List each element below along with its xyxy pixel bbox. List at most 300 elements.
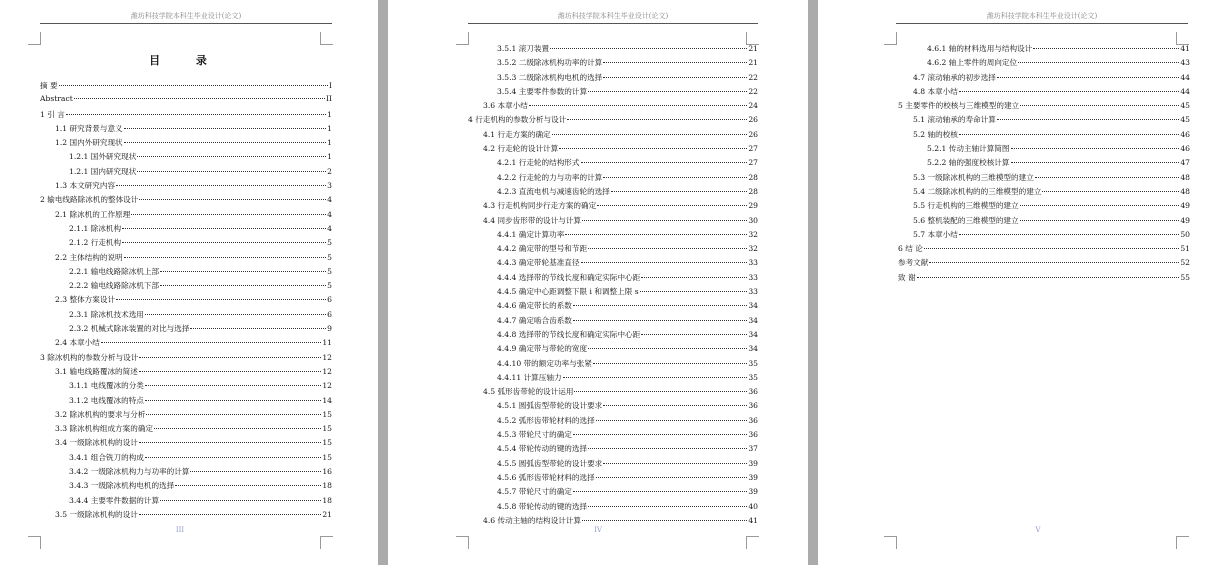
toc-leader-dots xyxy=(573,305,747,306)
toc-entry-page-number: 46 xyxy=(1180,144,1190,154)
toc-entry-page-number: 21 xyxy=(748,58,758,68)
toc-entry[interactable] xyxy=(898,157,1190,171)
toc-leader-dots xyxy=(1020,205,1180,206)
toc-entry-page-number: 34 xyxy=(748,344,758,354)
toc-entry[interactable] xyxy=(40,366,332,380)
toc-entry-page-number: 9 xyxy=(327,324,332,334)
toc-entry[interactable] xyxy=(898,114,1190,128)
toc-entry-title: 5.5 行走机构的三维模型的建立 xyxy=(913,201,1019,211)
toc-entry-title: 3.4 一级除冰机构的设计 xyxy=(55,438,138,448)
toc-leader-dots xyxy=(611,191,747,192)
toc-entry-title: 5.6 整机装配的三维模型的建立 xyxy=(913,215,1019,225)
toc-entry-title: 3.1 输电线路覆冰的简述 xyxy=(55,366,138,376)
toc-leader-dots xyxy=(137,171,326,172)
toc-entry-title: 4.5.4 带轮传动的键的选择 xyxy=(497,444,588,454)
toc-leader-dots xyxy=(641,277,747,278)
toc-entry-page-number: 4 xyxy=(327,209,332,219)
toc-entry[interactable] xyxy=(468,186,758,200)
toc-entry-title: 2.2.1 输电线路除冰机上部 xyxy=(69,266,160,276)
toc-entry-page-number: 45 xyxy=(1180,101,1190,111)
toc-entry-title: 4.3 行走机构同步行走方案的确定 xyxy=(483,201,597,211)
toc-entry-title: 5.1 滚动轴承的寿命计算 xyxy=(913,115,996,125)
toc-entry-page-number: 35 xyxy=(748,358,758,368)
toc-entry-page-number: 33 xyxy=(748,272,758,282)
crop-mark xyxy=(746,536,759,549)
toc-entry[interactable] xyxy=(40,237,332,251)
toc-entry[interactable] xyxy=(40,495,332,509)
toc-entry-page-number: 27 xyxy=(748,158,758,168)
toc-entry-title: 4.4.7 确定啮合齿系数 xyxy=(497,315,572,325)
toc-entry[interactable] xyxy=(40,294,332,308)
toc-entry-title: 4 行走机构的参数分析与设计 xyxy=(468,115,567,125)
toc-entry[interactable] xyxy=(898,272,1190,286)
toc-entry-page-number: 5 xyxy=(327,238,332,248)
toc-entry[interactable] xyxy=(468,329,758,343)
toc-leader-dots xyxy=(997,119,1179,120)
toc-leader-dots xyxy=(997,77,1179,78)
toc-leader-dots xyxy=(145,400,321,401)
toc-leader-dots xyxy=(924,248,1179,249)
toc-entry-page-number: 44 xyxy=(1180,86,1190,96)
toc-entry-title: 3.4.1 组合铣刀的构成 xyxy=(69,452,144,462)
toc-entry[interactable] xyxy=(898,229,1190,243)
toc-leader-dots xyxy=(74,98,325,99)
toc-list xyxy=(468,43,758,529)
toc-leader-dots xyxy=(145,385,321,386)
toc-leader-dots xyxy=(139,514,321,515)
toc-leader-dots xyxy=(160,500,321,501)
toc-entry-page-number: 40 xyxy=(748,501,758,511)
toc-leader-dots xyxy=(1035,177,1180,178)
toc-leader-dots xyxy=(131,214,326,215)
toc-entry-page-number: 5 xyxy=(327,252,332,262)
toc-entry-page-number: 46 xyxy=(1180,129,1190,139)
toc-entry[interactable] xyxy=(468,343,758,357)
toc-leader-dots xyxy=(1033,48,1179,49)
toc-entry-page-number: 48 xyxy=(1180,172,1190,182)
toc-list xyxy=(898,43,1190,286)
toc-entry-title: 4.5.1 圆弧齿型带轮的设计要求 xyxy=(497,401,603,411)
toc-entry-title: 4.5 弧形齿带轮的设计运用 xyxy=(483,387,574,397)
toc-entry-title: 3.4.3 一级除冰机构电机的选择 xyxy=(69,481,175,491)
toc-entry[interactable] xyxy=(40,223,332,237)
toc-entry[interactable] xyxy=(40,123,332,137)
crop-mark xyxy=(320,536,333,549)
page-header: 潍坊科技学院本科生毕业设计(论文) xyxy=(468,11,758,24)
toc-entry[interactable] xyxy=(468,215,758,229)
toc-entry-title: 1.2 国内外研究现状 xyxy=(55,138,123,148)
toc-entry[interactable] xyxy=(468,200,758,214)
document-page-2 xyxy=(388,0,808,565)
toc-leader-dots xyxy=(122,242,326,243)
toc-entry-page-number: 44 xyxy=(1180,72,1190,82)
toc-leader-dots xyxy=(175,485,321,486)
toc-entry-title: 3 除冰机构的参数分析与设计 xyxy=(40,352,139,362)
toc-leader-dots xyxy=(959,91,1179,92)
toc-entry-title: 3.3 除冰机构组成方案的确定 xyxy=(55,424,154,434)
toc-leader-dots xyxy=(66,114,326,115)
toc-entry-title: 5.2.1 传动主轴计算简图 xyxy=(927,144,1010,154)
toc-entry-title: 5.7 本章小结 xyxy=(913,229,958,239)
toc-leader-dots xyxy=(588,248,747,249)
toc-leader-dots xyxy=(640,291,748,292)
toc-entry[interactable] xyxy=(40,337,332,351)
toc-leader-dots xyxy=(582,220,747,221)
toc-entry-title: 4.4.4 选择带的节线长度和确定实际中心距 xyxy=(497,272,641,282)
toc-entry-title: 3.1.1 电线覆冰的分类 xyxy=(69,381,144,391)
toc-entry-page-number: 5 xyxy=(327,281,332,291)
toc-entry[interactable] xyxy=(40,252,332,266)
toc-entry-page-number: 52 xyxy=(1180,258,1190,268)
document-page-3 xyxy=(818,0,1222,565)
toc-entry-page-number: 37 xyxy=(748,444,758,454)
toc-entry[interactable] xyxy=(468,57,758,71)
toc-entry-page-number: 24 xyxy=(748,101,758,111)
toc-entry-page-number: 34 xyxy=(748,315,758,325)
toc-list xyxy=(40,80,332,523)
toc-entry[interactable] xyxy=(40,266,332,280)
toc-entry[interactable] xyxy=(40,409,332,423)
toc-entry-page-number: 50 xyxy=(1180,229,1190,239)
toc-entry-page-number: 32 xyxy=(748,229,758,239)
toc-entry[interactable] xyxy=(468,286,758,300)
toc-entry-title: 4.4.10 带的额定功率与张紧 xyxy=(497,358,592,368)
toc-entry[interactable] xyxy=(468,386,758,400)
toc-leader-dots xyxy=(124,257,327,258)
toc-entry-title: 3.5.4 主要零件参数的计算 xyxy=(497,86,588,96)
toc-entry[interactable] xyxy=(468,157,758,171)
toc-entry[interactable] xyxy=(40,209,332,223)
toc-leader-dots xyxy=(550,48,747,49)
toc-leader-dots xyxy=(529,105,747,106)
toc-leader-dots xyxy=(565,234,747,235)
toc-entry-title: 4.7 滚动轴承的初步选择 xyxy=(913,72,996,82)
toc-entry-title: 2.3.1 除冰机技术选用 xyxy=(69,309,144,319)
toc-entry-title: 4.5.2 弧形齿带轮材料的选择 xyxy=(497,415,595,425)
toc-entry[interactable] xyxy=(40,323,332,337)
toc-leader-dots xyxy=(59,85,328,86)
toc-leader-dots xyxy=(139,199,326,200)
toc-entry-page-number: 41 xyxy=(748,515,758,525)
toc-entry[interactable] xyxy=(898,243,1190,257)
toc-entry-title: 3.5.3 二级除冰机构电机的选择 xyxy=(497,72,603,82)
toc-entry[interactable] xyxy=(468,443,758,457)
toc-entry-page-number: 21 xyxy=(748,44,758,53)
toc-entry[interactable] xyxy=(468,129,758,143)
toc-entry-page-number: 18 xyxy=(322,495,332,505)
toc-entry-page-number: 26 xyxy=(748,129,758,139)
toc-leader-dots xyxy=(1020,220,1180,221)
toc-entry[interactable] xyxy=(468,429,758,443)
toc-entry[interactable] xyxy=(40,352,332,366)
toc-entry[interactable] xyxy=(468,472,758,486)
toc-entry-page-number: 41 xyxy=(1180,44,1190,53)
toc-entry[interactable] xyxy=(468,400,758,414)
toc-entry[interactable] xyxy=(40,437,332,451)
toc-leader-dots xyxy=(603,463,747,464)
toc-entry-title: 4.4 同步齿形带的设计与计算 xyxy=(483,215,582,225)
toc-leader-dots xyxy=(959,234,1179,235)
toc-entry-title: 2.2.2 输电线路除冰机下部 xyxy=(69,281,160,291)
toc-entry-title: 4.4.2 确定带的型号和节距 xyxy=(497,244,588,254)
toc-entry-title: 4.6 传动主轴的结构设计计算 xyxy=(483,515,582,525)
toc-entry-page-number: 47 xyxy=(1180,158,1190,168)
toc-entry[interactable] xyxy=(468,100,758,114)
toc-entry[interactable] xyxy=(468,501,758,515)
toc-leader-dots xyxy=(122,228,326,229)
toc-entry-page-number: 28 xyxy=(748,186,758,196)
toc-leader-dots xyxy=(588,506,747,507)
toc-entry-page-number: 4 xyxy=(327,223,332,233)
toc-entry[interactable] xyxy=(898,86,1190,100)
toc-entry-page-number: 43 xyxy=(1180,58,1190,68)
toc-entry-page-number: 12 xyxy=(322,366,332,376)
toc-entry[interactable] xyxy=(468,114,758,128)
toc-entry-title: 4.4.6 确定带长的系数 xyxy=(497,301,572,311)
toc-entry-title: 4.2.3 直流电机与减速齿轮的选择 xyxy=(497,186,610,196)
toc-entry[interactable] xyxy=(40,166,332,180)
toc-leader-dots xyxy=(1011,148,1180,149)
toc-entry[interactable] xyxy=(898,100,1190,114)
toc-entry-title: 4.4.5 确定中心距调整下限 i 和调整上限 s xyxy=(497,287,639,297)
toc-entry[interactable] xyxy=(40,137,332,151)
toc-entry[interactable] xyxy=(898,257,1190,271)
toc-entry[interactable] xyxy=(468,315,758,329)
toc-entry[interactable] xyxy=(898,186,1190,200)
toc-entry[interactable] xyxy=(40,423,332,437)
toc-leader-dots xyxy=(124,142,327,143)
toc-entry[interactable] xyxy=(468,486,758,500)
toc-entry[interactable] xyxy=(40,194,332,208)
toc-leader-dots xyxy=(139,357,321,358)
toc-entry-title: 5.4 二级除冰机构的的三维模型的建立 xyxy=(913,186,1042,196)
toc-entry-title: 4.5.7 带轮尺寸的确定 xyxy=(497,487,572,497)
toc-entry-page-number: 32 xyxy=(748,244,758,254)
toc-entry[interactable] xyxy=(468,72,758,86)
toc-entry[interactable] xyxy=(468,43,758,57)
toc-entry-page-number: 55 xyxy=(1180,272,1190,282)
toc-entry[interactable] xyxy=(898,72,1190,86)
toc-leader-dots xyxy=(596,477,748,478)
toc-leader-dots xyxy=(603,62,747,63)
toc-entry-title: 4.5.8 带轮传动的键的选择 xyxy=(497,501,588,511)
toc-entry[interactable] xyxy=(898,143,1190,157)
toc-entry[interactable] xyxy=(468,372,758,386)
toc-entry-title: 4.4.11 计算压轴力 xyxy=(497,372,562,382)
toc-entry-title: 2.4 本章小结 xyxy=(55,338,100,348)
toc-leader-dots xyxy=(137,156,326,157)
toc-leader-dots xyxy=(567,119,747,120)
toc-entry-title: 2 输电线路除冰机的整体设计 xyxy=(40,195,139,205)
toc-entry[interactable] xyxy=(468,86,758,100)
toc-entry-title: 4.6.2 轴上零件的周向定位 xyxy=(927,58,1018,68)
toc-entry[interactable] xyxy=(468,143,758,157)
toc-entry[interactable] xyxy=(40,151,332,165)
toc-leader-dots xyxy=(160,285,326,286)
toc-entry-title: 4.4.1 确定计算功率 xyxy=(497,229,565,239)
toc-entry-page-number: 4 xyxy=(327,195,332,205)
toc-entry-title: 致 谢 xyxy=(898,272,916,282)
toc-entry[interactable] xyxy=(40,380,332,394)
toc-entry-title: 2.3.2 机械式除冰装置的对比与选择 xyxy=(69,324,190,334)
toc-leader-dots xyxy=(574,391,747,392)
toc-entry-title: 4.1 行走方案的确定 xyxy=(483,129,551,139)
toc-entry[interactable] xyxy=(40,509,332,523)
toc-entry-page-number: 1 xyxy=(327,109,332,119)
document-page-1 xyxy=(0,0,378,565)
toc-entry-page-number: 5 xyxy=(327,266,332,276)
toc-entry[interactable] xyxy=(898,172,1190,186)
toc-entry-page-number: 18 xyxy=(322,481,332,491)
toc-leader-dots xyxy=(929,262,1179,263)
toc-entry-page-number: 28 xyxy=(748,172,758,182)
toc-leader-dots xyxy=(101,342,321,343)
toc-leader-dots xyxy=(603,177,747,178)
toc-entry-title: 4.2.1 行走轮的结构形式 xyxy=(497,158,580,168)
toc-entry-page-number: 34 xyxy=(748,329,758,339)
toc-entry[interactable] xyxy=(40,109,332,123)
toc-entry[interactable] xyxy=(40,466,332,480)
toc-entry-page-number: 36 xyxy=(748,430,758,440)
toc-leader-dots xyxy=(596,420,748,421)
toc-entry-title: 3.4.2 一级除冰机构力与功率的计算 xyxy=(69,467,190,477)
toc-leader-dots xyxy=(573,320,747,321)
toc-leader-dots xyxy=(588,448,747,449)
toc-entry-title: 3.5 一级除冰机构的设计 xyxy=(55,509,138,519)
toc-entry[interactable] xyxy=(40,395,332,409)
toc-entry-title: 1.3 本文研究内容 xyxy=(55,181,116,191)
toc-entry-title: 2.3 整体方案设计 xyxy=(55,295,116,305)
page-number: III xyxy=(175,526,185,534)
toc-entry[interactable] xyxy=(40,452,332,466)
toc-entry-page-number: 36 xyxy=(748,401,758,411)
toc-entry[interactable] xyxy=(898,129,1190,143)
toc-entry[interactable] xyxy=(468,257,758,271)
toc-entry-page-number: 34 xyxy=(748,301,758,311)
toc-entry[interactable] xyxy=(468,272,758,286)
toc-entry-page-number: 6 xyxy=(327,295,332,305)
toc-entry-title: 4.4.9 确定带与带轮的宽度 xyxy=(497,344,588,354)
toc-leader-dots xyxy=(959,134,1179,135)
toc-entry-title: 3.5.1 滚刀装置 xyxy=(497,44,550,53)
toc-leader-dots xyxy=(641,334,747,335)
toc-entry-title: 4.8 本章小结 xyxy=(913,86,958,96)
toc-entry-page-number: 51 xyxy=(1180,244,1190,254)
toc-entry-title: 3.1.2 电线覆冰的特点 xyxy=(69,395,144,405)
toc-entry-title: 1.1 研究背景与意义 xyxy=(55,123,123,133)
toc-entry[interactable] xyxy=(898,215,1190,229)
toc-leader-dots xyxy=(146,414,321,415)
toc-entry-title: 6 结 论 xyxy=(898,244,923,254)
toc-entry-title: 4.2.2 行走轮的力与功率的计算 xyxy=(497,172,603,182)
toc-leader-dots xyxy=(559,148,747,149)
toc-leader-dots xyxy=(1020,105,1179,106)
toc-entry-title: 5.2.2 轴的强度校核计算 xyxy=(927,158,1010,168)
toc-entry-title: 1.2.1 国内研究现状 xyxy=(69,166,137,176)
toc-entry-page-number: 30 xyxy=(748,215,758,225)
toc-entry[interactable] xyxy=(468,415,758,429)
toc-entry[interactable] xyxy=(40,80,332,94)
toc-leader-dots xyxy=(145,457,321,458)
toc-leader-dots xyxy=(116,185,326,186)
toc-entry-title: 3.5.2 二级除冰机构功率的计算 xyxy=(497,58,603,68)
toc-leader-dots xyxy=(593,363,747,364)
toc-leader-dots xyxy=(603,77,747,78)
toc-entry[interactable] xyxy=(468,458,758,472)
toc-entry-page-number: 16 xyxy=(322,467,332,477)
page-number: IV xyxy=(594,526,602,534)
toc-entry-page-number: I xyxy=(329,81,332,90)
toc-entry-page-number: 49 xyxy=(1180,201,1190,211)
toc-leader-dots xyxy=(581,162,748,163)
toc-entry-title: 5.2 轴的校核 xyxy=(913,129,958,139)
toc-entry[interactable] xyxy=(468,358,758,372)
toc-entry-page-number: 33 xyxy=(748,258,758,268)
page-number: V xyxy=(1035,526,1041,534)
toc-entry[interactable] xyxy=(40,94,332,108)
toc-entry-page-number: 2 xyxy=(327,166,332,176)
toc-entry-page-number: 12 xyxy=(322,352,332,362)
crop-mark xyxy=(1176,536,1189,549)
toc-entry-page-number: 21 xyxy=(322,509,332,519)
toc-entry-page-number: 22 xyxy=(748,72,758,82)
crop-mark xyxy=(884,536,897,549)
toc-entry-page-number: 6 xyxy=(327,309,332,319)
page-header: 潍坊科技学院本科生毕业设计(论文) xyxy=(40,11,332,24)
toc-entry[interactable] xyxy=(40,280,332,294)
toc-entry-title: 4.5.6 弧形齿带轮材料的选择 xyxy=(497,472,595,482)
toc-leader-dots xyxy=(573,434,747,435)
toc-entry-title: 2.1.1 除冰机构 xyxy=(69,223,122,233)
toc-entry-page-number: 15 xyxy=(322,438,332,448)
toc-entry-title: 4.4.8 选择带的节线长度和确定实际中心距 xyxy=(497,329,641,339)
toc-entry-page-number: 1 xyxy=(327,152,332,162)
toc-entry-title: 2.1 除冰机的工作原理 xyxy=(55,209,131,219)
toc-entry[interactable] xyxy=(40,180,332,194)
toc-leader-dots xyxy=(603,405,747,406)
toc-entry[interactable] xyxy=(468,300,758,314)
toc-entry[interactable] xyxy=(40,480,332,494)
toc-entry-page-number: 36 xyxy=(748,415,758,425)
toc-entry-page-number: 3 xyxy=(327,181,332,191)
toc-leader-dots xyxy=(588,91,747,92)
crop-mark xyxy=(456,536,469,549)
toc-entry[interactable] xyxy=(898,43,1190,57)
toc-leader-dots xyxy=(917,277,1180,278)
toc-entry[interactable] xyxy=(468,243,758,257)
toc-entry-title: 5 主要零件的校核与三维模型的建立 xyxy=(898,101,1020,111)
toc-entry-page-number: 35 xyxy=(748,372,758,382)
toc-entry-page-number: 36 xyxy=(748,387,758,397)
toc-entry-title: 摘 要 xyxy=(40,81,58,90)
toc-entry-title: 1 引 言 xyxy=(40,109,65,119)
toc-entry-title: 4.5.3 带轮尺寸的确定 xyxy=(497,430,572,440)
toc-entry[interactable] xyxy=(40,309,332,323)
page-header: 潍坊科技学院本科生毕业设计(论文) xyxy=(896,11,1188,24)
toc-leader-dots xyxy=(139,371,321,372)
toc-leader-dots xyxy=(552,134,748,135)
toc-entry-page-number: 33 xyxy=(748,287,758,297)
toc-entry-page-number: 26 xyxy=(748,115,758,125)
toc-leader-dots xyxy=(582,520,747,521)
toc-entry[interactable] xyxy=(898,57,1190,71)
toc-entry-title: 3.4.4 主要零件数据的计算 xyxy=(69,495,160,505)
toc-entry-title: Abstract xyxy=(40,94,73,104)
toc-entry[interactable] xyxy=(468,229,758,243)
toc-entry-title: 4.6.1 轴的材料选用与结构设计 xyxy=(927,44,1033,53)
toc-entry[interactable] xyxy=(468,172,758,186)
toc-entry[interactable] xyxy=(898,200,1190,214)
